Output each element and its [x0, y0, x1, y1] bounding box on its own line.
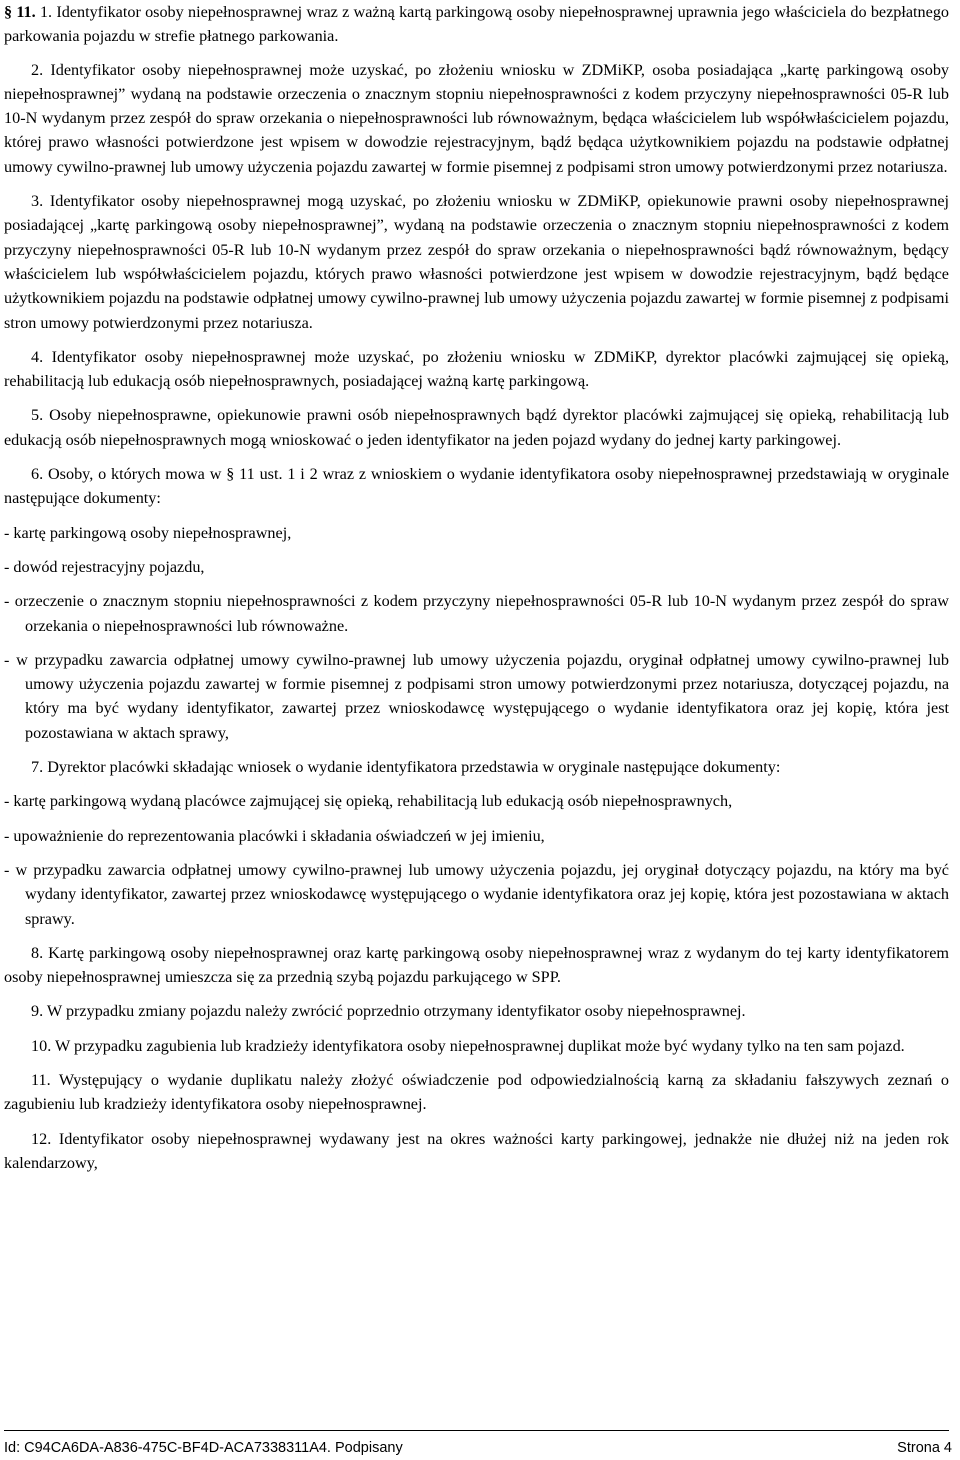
footer-divider — [4, 1430, 949, 1431]
item-text: Kartę parkingową osoby niepełnosprawnej oraz kartę parkingową osoby niepełnosprawnej wraz z wydanym do tej karty identyfikatorem osoby niepełnosprawnej umieszcza się za przednią szybą pojazdu parkującego w SPP. — [4, 943, 950, 987]
page-footer — [0, 1424, 960, 1456]
document-page — [4, 0, 949, 1175]
item-text: Osoby niepełnosprawne, opiekunowie prawni osób niepełnosprawnych bądź dyrektor placówki zajmującej się opieką, rehabilitacją lub edukacją osób niepełnosprawnych mogą wnioskować o jeden identyfikator na jeden pojazd wydany do jednej karty parkingowej. — [4, 406, 949, 449]
list-item: - w przypadku zawarcia odpłatnej umowy cywilno-prawnej lub umowy użyczenia pojazdu, jej oryginał dotyczący pojazdu, na który ma być wydany identyfikator, zawartej przez wnioskodawcę występującego o wydanie identyfikatora oraz jej kopię, która jest pozostawiana w aktach sprawy. — [4, 860, 949, 928]
item-text: W przypadku zagubienia lub kradzieży identyfikatora osoby niepełnosprawnej duplikat może być wydany tylko na ten sam pojazd. — [55, 1036, 905, 1055]
item-text: Identyfikator osoby niepełnosprawnej może uzyskać, po złożeniu wniosku w ZDMiKP, osoba posiadająca „kartę parkingową osoby niepełnosprawnej” wydaną na podstawie orzeczenia o znacznym stopniu niepełnosprawności z kodem przyczyny niepełnosprawności 05-R lub 10-N wydanym przez zespół do spraw orzekania o niepełnosprawności lub równoważnym, będąca właścicielem lub współwłaścicielem pojazdu, której prawo własności potwierdzone jest wpisem w dowodzie rejestracyjnym, bądź będąca użytkownikiem pojazdu na podstawie odpłatnej umowy cywilno-prawnej lub umowy użyczenia pojazdu zawartej w formie pisemnej z podpisami stron umowy potwierdzonymi przez notariusza. — [4, 60, 950, 176]
item-text: Identyfikator osoby niepełnosprawnej wraz z ważną kartą parkingową osoby niepełnosprawnej uprawnia jego właściciela do bezpłatnego parkowania pojazdu w strefie płatnego parkowania. — [4, 3, 950, 46]
paragraph-11-7 — [4, 755, 949, 779]
list-item: - dowód rejestracyjny pojazdu, — [4, 557, 205, 576]
section-number: § 11. — [4, 3, 36, 21]
item-number: 4. — [31, 347, 44, 366]
list-item: - kartę parkingową wydaną placówce zajmującej się opieką, rehabilitacją lub edukacją osób niepełnosprawnych, — [4, 792, 733, 811]
item-number: 7. — [31, 758, 44, 777]
item-text: Dyrektor placówki składając wniosek o wydanie identyfikatora przedstawia w oryginale następujące dokumenty: — [47, 758, 781, 777]
item-number: 11. — [31, 1070, 51, 1089]
paragraph-11-9 — [4, 999, 949, 1023]
paragraph-11-6 — [4, 462, 949, 511]
paragraph-11-12 — [4, 1127, 949, 1176]
paragraph-11-2 — [4, 58, 949, 179]
item-text: W przypadku zmiany pojazdu należy zwrócić poprzednio otrzymany identyfikator osoby niepełnosprawnej. — [46, 1002, 746, 1021]
document-id: Id: C94CA6DA-A836-475C-BF4D-ACA7338311A4. Podpisany — [4, 1440, 403, 1456]
item-number: 9. — [31, 1002, 44, 1021]
list-item: - w przypadku zawarcia odpłatnej umowy cywilno-prawnej lub umowy użyczenia pojazdu, oryginał odpłatnej umowy cywilno-prawnej lub umowy użyczenia pojazdu zawartej w formie pisemnej z podpisami stron umowy potwierdzonymi przez notariusza, dotyczącej pojazdu, na który ma być wydany identyfikator, zawartej przez wnioskodawcę występującego o wydanie identyfikatora oraz jej kopię, która jest pozostawiana w aktach sprawy, — [4, 650, 949, 742]
paragraph-11-4 — [4, 345, 949, 394]
list-item: - orzeczenie o znacznym stopniu niepełnosprawności z kodem przyczyny niepełnosprawności 05-R lub 10-N wydanym przez zespół do spraw orzekania o niepełnosprawności lub równoważne. — [4, 592, 949, 635]
item-number: 6. — [31, 465, 44, 484]
paragraph-11-10 — [4, 1034, 949, 1058]
list-item: - kartę parkingową osoby niepełnosprawnej, — [4, 523, 292, 542]
item-number: 12. — [31, 1129, 52, 1148]
item-number: 8. — [31, 943, 44, 962]
paragraph-11-1 — [4, 0, 949, 49]
paragraph-11-3 — [4, 189, 949, 335]
item-text: Identyfikator osoby niepełnosprawnej mogą uzyskać, po złożeniu wniosku w ZDMiKP, opiekunowie prawni osoby niepełnosprawnej posiadającej „kartę parkingową osoby niepełnosprawnej”, wydaną na podstawie orzeczenia o znacznym stopniu niepełnosprawności z kodem przyczyny niepełnosprawności 05-R lub 10-N wydanym przez zespół do spraw orzekania o niepełnosprawności bądź równoważnym, będący właścicielem lub współwłaścicielem pojazdu, których prawo własności potwierdzone jest wpisem w dowodzie rejestracyjnym, bądź będące użytkownikiem pojazdu na podstawie odpłatnej umowy cywilno-prawnej lub umowy użyczenia pojazdu zawartej w formie pisemnej z podpisami stron umowy potwierdzonymi przez notariusza. — [4, 192, 949, 332]
item-number: 5. — [31, 406, 44, 425]
item-number: 1. — [39, 3, 53, 21]
paragraph-11-5 — [4, 403, 949, 452]
item-number: 10. — [31, 1036, 52, 1055]
page-number: Strona 4 — [897, 1440, 952, 1456]
item-text: Występujący o wydanie duplikatu należy złożyć oświadczenie pod odpowiedzialnością karną za składaniu fałszywych zeznań o zagubieniu lub kradzieży identyfikatora osoby niepełnosprawnej. — [4, 1070, 949, 1114]
list-item: - upoważnienie do reprezentowania placówki i składania oświadczeń w jej imieniu, — [4, 826, 545, 845]
item-text: Osoby, o których mowa w § 11 ust. 1 i 2 wraz z wnioskiem o wydanie identyfikatora osoby niepełnosprawnej przedstawiają w oryginale następujące dokumenty: — [4, 465, 949, 508]
item-number: 2. — [31, 60, 44, 79]
item-text: Identyfikator osoby niepełnosprawnej wydawany jest na okres ważności karty parkingowej, jednakże nie dłużej niż na jeden rok kalendarzowy, — [4, 1129, 950, 1172]
paragraph-11-8 — [4, 941, 949, 990]
paragraph-11-11 — [4, 1068, 949, 1117]
item-number: 3. — [31, 192, 44, 211]
item-text: Identyfikator osoby niepełnosprawnej może uzyskać, po złożeniu wniosku w ZDMiKP, dyrektor placówki zajmującej się opieką, rehabilitacją lub edukacją osób niepełnosprawnych, posiadającej ważną kartę parkingową. — [4, 347, 950, 391]
